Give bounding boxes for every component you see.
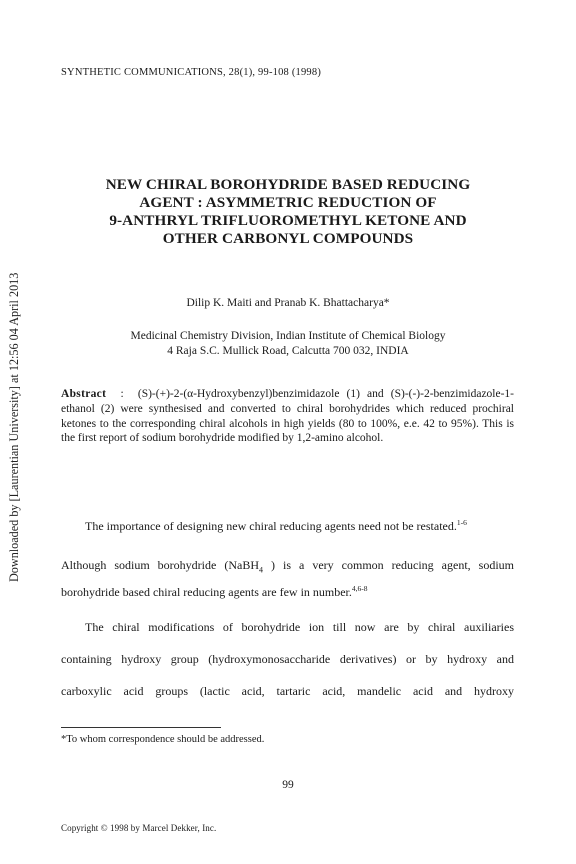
body-line: The chiral modifications of borohydride ion till now are by chiral auxiliaries [85, 620, 514, 634]
title-line: OTHER CARBONYL COMPOUNDS [162, 230, 414, 247]
author-list: Dilip K. Maiti and Pranab K. Bhattacharya* [186, 297, 390, 309]
abstract-label: Abstract [61, 388, 107, 400]
body-text: Although sodium borohydride (NaBH [61, 558, 259, 572]
body-line: carboxylic acid groups (lactic acid, tartaric acid, mandelic acid and hydroxy [61, 684, 514, 698]
subscript: 4 [259, 565, 263, 575]
paper-title [40, 176, 536, 248]
title-line: AGENT : ASYMMETRIC REDUCTION OF [139, 194, 437, 211]
body-text: The importance of designing new chiral reducing agents need not be restated. [85, 519, 457, 533]
abstract-separator: : [120, 388, 124, 400]
footnote: *To whom correspondence should be addressed. [61, 734, 265, 745]
download-watermark: Downloaded by [Laurentian University] at 12:56 04 April 2013 [7, 272, 21, 582]
citation-ref: 4,6-8 [351, 584, 368, 593]
journal-header: SYNTHETIC COMMUNICATIONS, 28(1), 99-108 (1998) [61, 67, 322, 78]
body-line [61, 585, 514, 600]
title-line: NEW CHIRAL BOROHYDRIDE BASED REDUCING [105, 176, 471, 193]
body-line: containing hydroxy group (hydroxymonosaccharide derivatives) or by hydroxy and [61, 652, 514, 666]
body-text: borohydride based chiral reducing agents are few in number. [61, 585, 352, 599]
affiliation-line: 4 Raja S.C. Mullick Road, Calcutta 700 032, INDIA [167, 345, 409, 357]
body-text: ) is a very common reducing agent, sodium [263, 558, 514, 572]
page-number: 99 [282, 779, 294, 791]
abstract [61, 387, 514, 446]
body-line [61, 558, 514, 574]
title-line: 9-ANTHRYL TRIFLUOROMETHYL KETONE AND [109, 212, 467, 229]
abstract-text: (S)-(+)-2-(α-Hydroxybenzyl)benzimidazole (1) and (S)-(-)-2-benzimidazole-1-ethanol (2) were synthesised and converted to chiral borohydrides which reduced prochiral ketones to the corresponding chiral alcohols in high yields (80 to 100%, e.e. 42 to 95%). This is the first report of sodium borohydride modified by 1,2-amino alcohol. [61, 388, 515, 445]
copyright-notice: Copyright © 1998 by Marcel Dekker, Inc. [61, 823, 217, 833]
affiliation-line: Medicinal Chemistry Division, Indian Institute of Chemical Biology [130, 330, 446, 342]
affiliation [0, 329, 576, 359]
body-paragraph-1 [85, 519, 514, 534]
citation-ref: 1-6 [456, 518, 467, 527]
footnote-rule [61, 727, 221, 728]
